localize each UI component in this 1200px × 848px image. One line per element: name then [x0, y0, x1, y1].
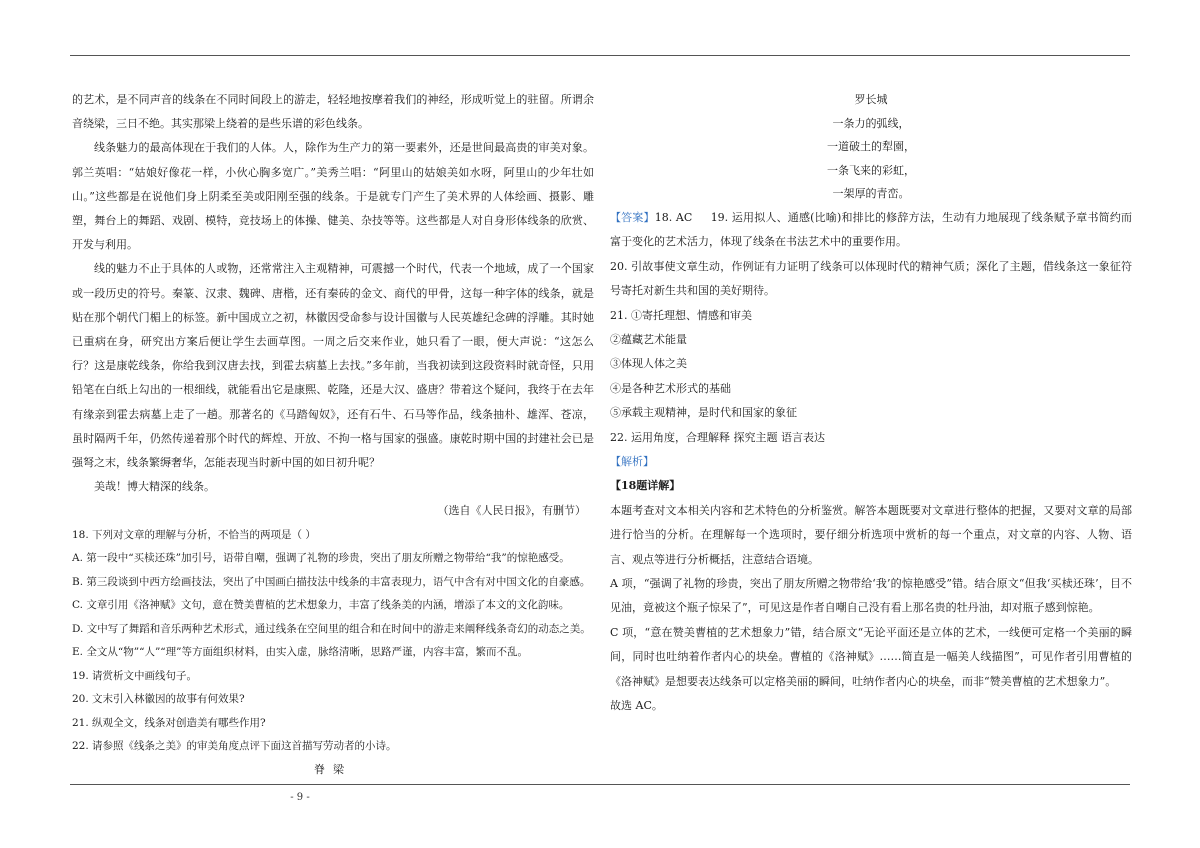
question-21: 21. 纵观全文，线条对创造美有哪些作用?: [72, 716, 266, 729]
source-note: （选自《人民日报》，有删节）: [437, 504, 586, 518]
poem-line-4: 一架厚的青峦。: [832, 187, 910, 201]
question-20: 20. 文末引入林徽因的故事有何效果?: [72, 693, 245, 706]
answer-21-1: 21. ①寄托理想、情感和审美: [610, 308, 752, 322]
answer-21-2: ②蕴藏艺术能量: [610, 333, 687, 346]
paragraph-1: 的艺术，是不同声音的线条在不同时间段上的游走，轻轻地按摩着我们的神经，形成听觉上的驻留。所谓余音绕梁，三日不绝。其实那梁上绕着的是些乐谱的彩色线条。: [72, 93, 594, 131]
question-19: 19. 请赏析文中画线句子。: [72, 669, 198, 682]
answer-21-5: ⑤承载主观精神，是时代和国家的象征: [610, 406, 797, 420]
top-rule: [70, 55, 1130, 56]
poem-line-1: 一条力的弧线，: [832, 116, 910, 130]
answer-19: 19. 运用拟人、通感(比喻)和排比的修辞方法，生动有力地展现了线条赋予章书简约而富于变化的艺术活力，体现了线条在书法艺术中的重要作用。: [610, 210, 1133, 249]
question-18: 18. 下列对文章的理解与分析，不恰当的两项是（ ）: [72, 528, 316, 541]
paragraph-2: 线条魅力的最高体现在于我们的人体。人，除作为生产力的第一要素外，还是世间最高贵的审美对象。郭兰英唱：“姑娘好像花一样，小伙心胸多宽广。”美秀兰唱：“阿里山的姑娘美如水呀，阿里山的少年壮如山。”这些都是在说他们身上阴柔至美或阳刚至强的线条。于是就专门产生了美术界的人体绘画、摄影、雕塑，舞台上的舞蹈、戏剧、模特，竞技场上的体操、健美、杂技等等。这些都是人对自身形体线条的欣赏、开发与利用。: [72, 141, 594, 252]
option-c: C. 文章引用《洛神赋》文句，意在赞美曹植的艺术想象力，丰富了线条美的内涵，增添了本文的文化韵味。: [72, 599, 570, 612]
option-d: D. 文中写了舞蹈和音乐两种艺术形式，通过线条在空间里的组合和在时间中的游走来阐释线条奇幻的动态之美。: [72, 622, 591, 635]
paragraph-4: 美哉！博大精深的线条。: [94, 480, 215, 494]
poem-author: 罗长城: [854, 93, 888, 106]
option-e: E. 全文从“物”“人”“理”等方面组织材料，由实入虚，脉络清晰，思路严谨，内容丰富，繁而不乱。: [72, 646, 529, 659]
detail-paragraph-2: A 项，“强调了礼物的珍贵，突出了朋友所赠之物带给‘我’的惊艳感受”错。结合原文“但我‘买椟还珠’，目不见油，竟被这个瓶子惊呆了”，可见这是作者自嘲自己没有看上那名贵的牡丹油，却对瓶子感到惊艳。: [610, 577, 1132, 615]
answer-22: 22. 运用角度，合理解释 探究主题 语言表达: [610, 430, 825, 444]
answer-18: 18. AC: [654, 210, 693, 224]
question-22: 22. 请参照《线条之美》的审美角度点评下面这首描写劳动者的小诗。: [72, 740, 397, 753]
option-a: A. 第一段中“买椟还珠”加引号，语带自嘲，强调了礼物的珍贵，突出了朋友所赠之物带给“我”的惊艳感受。: [72, 552, 570, 565]
answer-block: [610, 206, 1132, 255]
detail-paragraph-3: C 项，“意在赞美曹植的艺术想象力”错，结合原文“无论平面还是立体的艺术，一线便可定格一个美丽的瞬间，同时也吐纳着作者内心的块垒。曹植的《洛神赋》……简直是一幅美人线描图”，可见作者引用曹植的《洛神赋》是想要表达线条可以定格美丽的瞬间，吐纳作者内心的块垒，而非“赞美曹植的艺术想象力”。: [610, 625, 1132, 688]
page-number: - 9 -: [290, 792, 310, 803]
detail-paragraph-4: 故选 AC。: [610, 699, 663, 713]
answer-20: 20. 引故事使文章生动，作例证有力证明了线条可以体现时代的精神气质；深化了主题，借线条这一象征符号寄托对新生共和国的美好期待。: [610, 259, 1132, 298]
answer-tag: 【答案】: [610, 210, 655, 224]
right-column: [610, 88, 1132, 719]
bottom-rule: [70, 784, 1130, 785]
option-b: B. 第三段谈到中西方绘画技法，突出了中国画白描技法中线条的丰富表现力，语气中含有对中国文化的自豪感。: [72, 575, 591, 588]
answer-21-3: ③体现人体之美: [610, 357, 687, 371]
detail-paragraph-1: 本题考查对文本相关内容和艺术特色的分析鉴赏。解答本题既要对文章进行整体的把握，又要对文章的局部进行恰当的分析。在理解每一个选项时，要仔细分析选项中赏析的每一个重点，对文章的内容、人物、语言、观点等进行分析概括，注意结合语境。: [610, 503, 1132, 566]
poem-title-left: 脊梁: [314, 762, 352, 776]
poem-line-2: 一道破土的犁園，: [827, 140, 915, 154]
answer-21-4: ④是各种艺术形式的基础: [610, 381, 731, 395]
paragraph-3: 线的魅力不止于具体的人或物，还常常注入主观精神，可震撼一个时代，代表一个地域，成了一个国家或一段历史的符号。秦篆、汉隶、魏碑、唐楷，还有秦砖的金文、商代的甲骨，这每一种字体的线条，就是贴在那个朝代门楣上的标签。新中国成立之初，林徽因受命参与设计国徽与人民英雄纪念碑的浮雕。其时她已重病在身，研究出方案后便让学生去画草图。一周之后交来作业，她只看了一眼，便大声说：“这怎么行？这是康乾线条，你给我到汉唐去找，到霍去病墓上去找。”多年前，当我初读到这段资料时就奇怪，只用铅笔在白纸上勾出的一根细线，就能看出它是康熙、乾隆，还是大汉、盛唐？带着这个疑问，我终于在去年有缘亲到霍去病墓上走了一趟。那著名的《马踏匈奴》，还有石牛、石马等作品，线条抽朴、雄浑、苍凉，虽时隔两千年，仍然传递着那个时代的辉煌、开放、不拘一格与国家的强盛。康乾时期中国的封建社会已是强弩之末，线条繁缛奢华，怎能表现当时新中国的如日初升呢？: [72, 262, 594, 470]
analysis-tag: 【解析】: [610, 455, 654, 469]
poem-line-3: 一条飞来的彩虹，: [827, 163, 915, 177]
left-column: [72, 88, 594, 788]
detail-title: 【18题详解】: [610, 479, 681, 493]
